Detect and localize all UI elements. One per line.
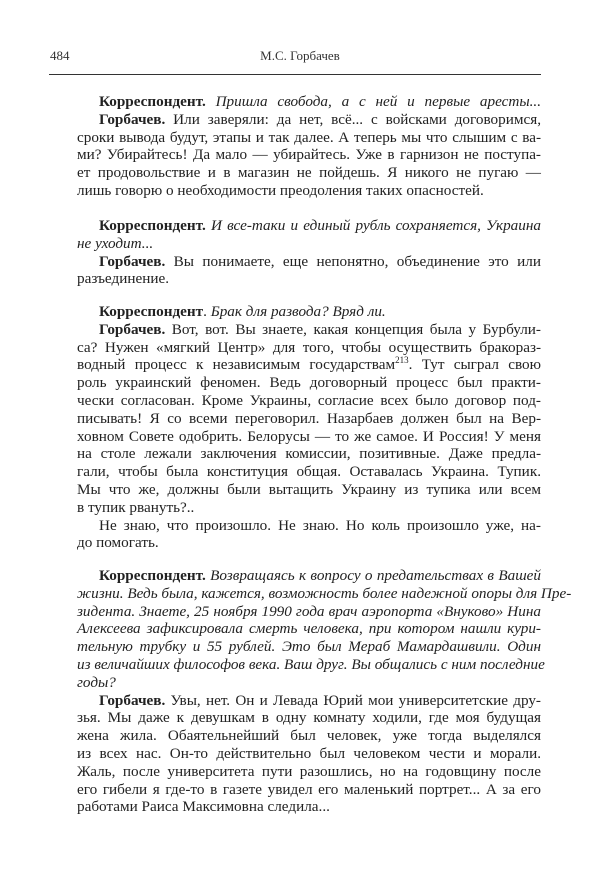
- text-line: [77, 303, 541, 321]
- line-text: работами Раиса Максимовна следила...: [77, 798, 330, 816]
- speaker-label: Горбачев.: [99, 320, 166, 338]
- line-text: роль украинский феномен. Ведь договорный процесс был практи-: [77, 374, 541, 392]
- question-text: Алексеева зафиксировала смерть человека, при котором нашли кури-: [77, 620, 541, 638]
- header-rule: [49, 74, 541, 75]
- text-line: [77, 129, 541, 147]
- text-line: [77, 146, 541, 164]
- question-text: зидента. Знаете, 25 ноября 1990 года врач аэропорта «Внуково» Нина: [77, 602, 541, 620]
- dialogue-block-2: [77, 217, 541, 288]
- text-line: [77, 692, 541, 710]
- text-line: [77, 339, 541, 357]
- text-line: [77, 655, 545, 674]
- line-text: жена жила. Обаятельнейший был человек, уже тогда выделялся: [77, 727, 541, 745]
- text-line: [77, 356, 541, 374]
- line-text: его гибели я где-то в газете увидел его маленький портрет... А за его: [77, 780, 541, 798]
- line-text: Вот, вот. Вы знаете, какая концепция была у Бурбули-: [165, 320, 541, 338]
- text-line: [77, 745, 541, 763]
- speaker-label: Горбачев.: [99, 110, 166, 128]
- text-line: [77, 253, 541, 271]
- text-line: [77, 428, 541, 446]
- text-line: [77, 182, 541, 200]
- dialogue-block-1: [77, 93, 541, 200]
- speaker-label: Горбачев.: [99, 252, 166, 270]
- speaker-label: Горбачев.: [99, 691, 166, 709]
- text-line: [77, 727, 541, 745]
- line-text: до помогать.: [77, 534, 159, 552]
- line-text: .: [203, 303, 211, 320]
- text-line: [77, 499, 541, 517]
- text-line: [77, 164, 541, 182]
- text-line: [77, 534, 541, 552]
- text-line: [77, 781, 541, 799]
- line-text: в тупик рвануть?..: [77, 498, 195, 516]
- dialogue-block-3: [77, 303, 541, 552]
- line-text: лишь говорю о необходимости преодоления таких опасностей.: [77, 181, 484, 199]
- text-line: [77, 374, 541, 392]
- line-text: Не знаю, что произошло. Не знаю. Но коль произошло уже, на-: [99, 516, 541, 534]
- line-text: сроки вывода будут, этапы и так далее. А теперь мы что слышим с ва-: [77, 128, 541, 146]
- line-text: Увы, нет. Он и Левада Юрий мои университетские дру-: [165, 691, 541, 709]
- text-line: [77, 321, 541, 339]
- line-text: Жаль, после университета пути разошлись, но на годовщину после: [77, 762, 541, 780]
- question-text: Брак для развода? Вряд ли.: [210, 303, 386, 320]
- text-line: [77, 481, 541, 499]
- line-text: гали, чтобы была конституция общая. Оставалась Украина. Тупик.: [77, 463, 541, 481]
- text-line: [77, 111, 541, 129]
- line-text: из всех нас. Он-то действительно был человеком чести и морали.: [77, 744, 541, 762]
- text-line: [77, 517, 541, 535]
- text-line: [77, 638, 541, 656]
- question-text: из величайших философов века. Ваш друг. Вы общались с ним последние: [77, 655, 545, 673]
- question-text: тельную трубку и 55 рублей. Это был Мераб Мамардашвили. Один: [77, 638, 541, 656]
- text-line: [77, 410, 541, 428]
- text-line: [77, 620, 541, 638]
- text-line: [77, 392, 541, 410]
- text-line: [77, 763, 541, 781]
- speaker-label: Корреспондент: [99, 303, 204, 320]
- question-text: Возвращаясь к вопросу о предательствах в Вашей: [205, 567, 541, 584]
- text-line: [77, 270, 541, 288]
- line-text: ми? Убирайтесь! Да мало — убирайтесь. Уже в гарнизон не поступа-: [77, 146, 541, 164]
- line-text: писывать! Я со всеми переговорил. Назарбаев должен был на Вер-: [77, 409, 541, 427]
- text-line: [77, 235, 541, 253]
- line-text: ет продовольствие и в магазин не пойдешь. Я никого не пугаю —: [77, 164, 541, 182]
- question-text: И все-таки и единый рубль сохраняется, Украина: [205, 217, 541, 234]
- line-text: Вы понимаете, еще непонятно, объединение это или: [165, 252, 541, 270]
- text-line: [77, 674, 541, 692]
- running-header-title: М.С. Горбачев: [260, 48, 340, 63]
- question-text: жизни. Ведь была, кажется, возможность более надежной опоры для Пре-: [77, 584, 572, 602]
- speaker-label: Корреспондент.: [99, 217, 206, 234]
- text-line: [77, 93, 541, 111]
- question-text: не уходит...: [77, 234, 154, 252]
- line-text: . Тут сыграл свою: [408, 356, 541, 374]
- line-text: ховном Совете одобрить. Белорусы — то же самое. И Россия! У меня: [77, 427, 541, 445]
- text-line: [77, 445, 541, 463]
- line-text: водный процесс к независимым государствам: [77, 356, 396, 374]
- page-number: 484: [50, 48, 70, 63]
- line-text: зья. Мы даже к девушкам в одну комнату ходили, где моя будущая: [77, 709, 541, 727]
- speaker-label: Корреспондент.: [99, 567, 206, 584]
- question-text: Пришла свобода, а с ней и первые аресты...: [205, 93, 541, 110]
- text-line: [77, 567, 541, 585]
- text-line: [77, 603, 541, 621]
- text-line: [77, 709, 541, 727]
- question-text: годы?: [77, 673, 116, 691]
- text-line: [77, 584, 572, 603]
- line-text: са? Нужен «мягкий Центр» для того, чтобы осуществить бракораз-: [77, 338, 541, 356]
- line-text: разъединение.: [77, 270, 169, 288]
- text-line: [77, 798, 541, 816]
- line-text: на столе лежали заключения комиссии, позитивные. Даже предла-: [77, 445, 541, 463]
- dialogue-block-4: [77, 567, 572, 816]
- text-line: [77, 463, 541, 481]
- footnote-ref: 213: [395, 355, 409, 366]
- line-text: Мы что же, должны были вытащить Украину из тупика или всем: [77, 480, 541, 498]
- line-text: Или заверяли: да нет, всё... с войсками договоримся,: [165, 110, 541, 128]
- line-text: чески согласован. Кроме Украины, согласие всех было договор под-: [77, 391, 541, 409]
- text-line: [77, 217, 541, 235]
- speaker-label: Корреспондент.: [99, 93, 206, 110]
